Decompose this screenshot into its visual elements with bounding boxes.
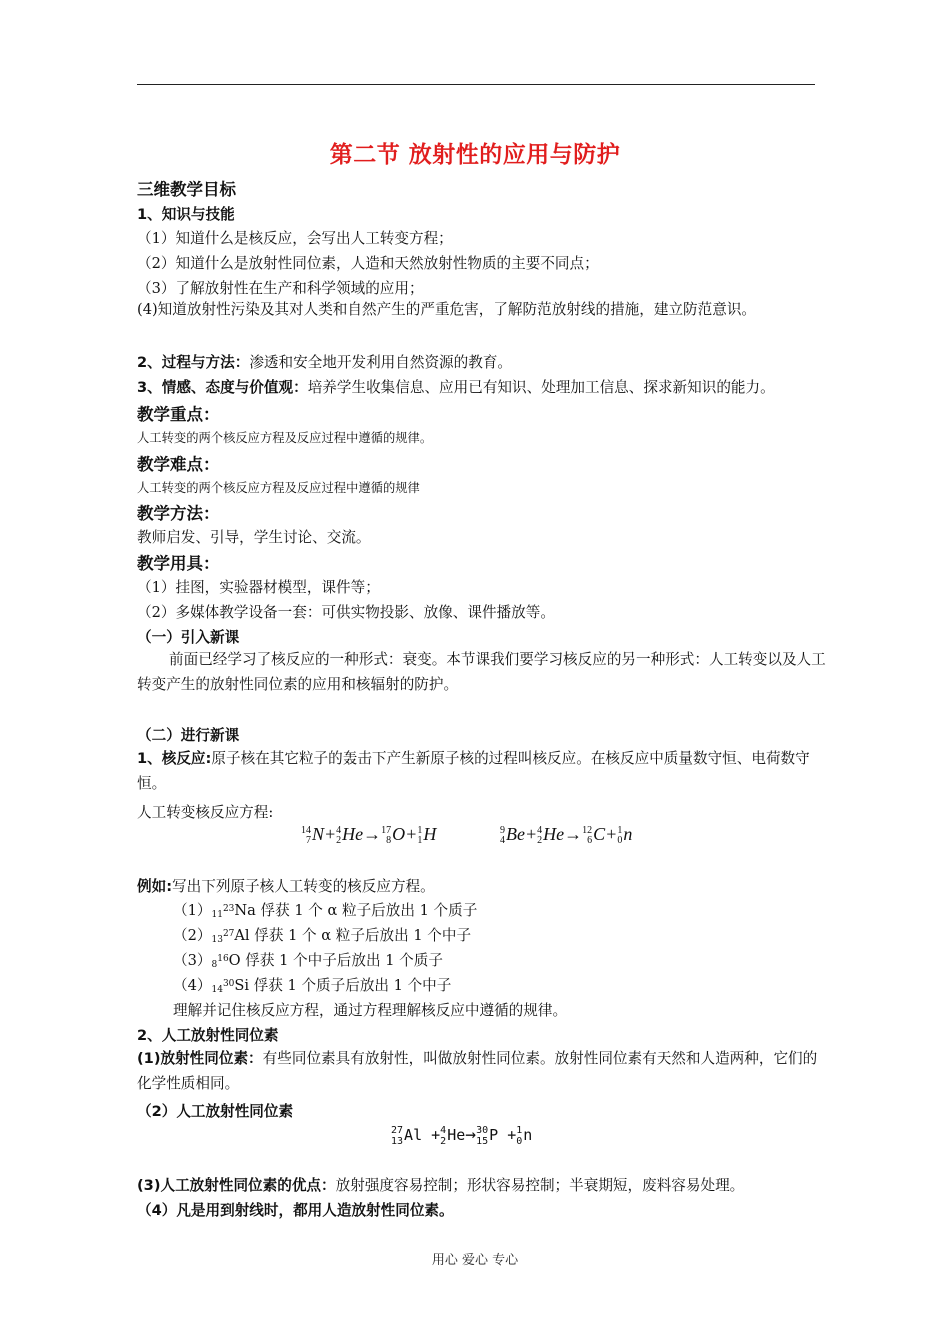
page-footer: 用心 爱心 专心 — [431, 1253, 519, 1268]
example-label: 例如: — [137, 878, 173, 895]
eq2-arrow: → — [564, 824, 583, 844]
isotope-heading: 2、人工放射性同位素 — [137, 1027, 279, 1044]
eq1-plus: + — [324, 824, 337, 844]
attitude-label: 3、情感、态度与价值观： — [137, 379, 308, 396]
tools-item-2: （2）多媒体教学设备一套：可供实物投影、放像、课件播放等。 — [137, 604, 555, 621]
example-item: $(2)13^{27}Al$ 俘获 1 个 α 粒子后放出 1 个中子 — [173, 927, 472, 945]
header-rule — [137, 84, 815, 85]
knowledge-heading: 1、知识与技能 — [137, 206, 235, 223]
example-line — [137, 875, 435, 896]
eq3-plus: + — [431, 1126, 441, 1144]
equation-3 — [391, 1124, 532, 1147]
isotope-3-text: 放射强度容易控制；形状容易控制；半衰期短，废料容易处理。 — [335, 1177, 745, 1194]
key-point-text: 人工转变的两个核反应方程及反应过程中遵循的规律。 — [137, 431, 433, 445]
knowledge-item-1: （1）知道什么是核反应，会写出人工转变方程； — [137, 230, 453, 247]
eq2-plus-2: + — [605, 824, 618, 844]
page-title: 第二节 放射性的应用与防护 — [329, 142, 621, 168]
method-heading: 教学方法： — [137, 504, 220, 523]
eq2-he-numbers: 4 2 — [537, 824, 543, 846]
equation-1 — [301, 824, 436, 846]
eq1-he-numbers: 4 2 — [336, 824, 342, 846]
isotope-1-text: 有些同位素具有放射性，叫做放射性同位素。放射性同位素有天然和人造两种，它们的化学性质相同。 — [137, 1050, 818, 1092]
knowledge-item-4: (4)知道放射性污染及其对人类和自然产生的严重危害，了解防范放射线的措施，建立防范意识。 — [137, 301, 757, 318]
eq3-al-numbers: 27 13 — [391, 1124, 404, 1147]
eq1-h: H — [423, 824, 437, 844]
equation-label: 人工转变核反应方程: — [137, 804, 274, 821]
tools-item-1: （1）挂图，实验器材模型，课件等； — [137, 579, 380, 596]
tools-heading: 教学用具： — [137, 554, 220, 573]
knowledge-item-3: （3）了解放射性在生产和科学领域的应用； — [137, 280, 424, 297]
reaction-text: 原子核在其它粒子的轰击下产生新原子核的过程叫核反应。在核反应中质量数守恒、电荷数守恒。 — [137, 750, 810, 792]
isotope-3-line — [137, 1174, 744, 1195]
reaction-paragraph — [137, 746, 827, 796]
eq2-he: He — [543, 824, 565, 844]
eq1-plus-2: + — [405, 824, 418, 844]
eq2-be-numbers: 9 4 — [500, 824, 505, 846]
key-point-heading: 教学重点： — [137, 405, 220, 424]
eq3-n-numbers: 1 0 — [516, 1124, 523, 1147]
difficulty-heading: 教学难点： — [137, 455, 220, 474]
eq1-n-numbers: 14 7 — [301, 824, 311, 846]
method-text: 教师启发、引导，学生讨论、交流。 — [137, 529, 371, 546]
process-text: 渗透和安全地开发利用自然资源的教育。 — [249, 354, 513, 371]
eq2-plus: + — [524, 824, 538, 844]
reaction-label: 1、核反应: — [137, 750, 212, 767]
example-item: $(1)11^{23}Na$ 俘获 1 个 α 粒子后放出 1 个质子 — [173, 902, 478, 920]
process-label: 2、过程与方法： — [137, 354, 250, 371]
eq3-n: n — [523, 1126, 533, 1144]
eq2-n: n — [623, 824, 633, 844]
lesson-heading: （二）进行新课 — [137, 727, 240, 744]
eq3-al: Al — [404, 1126, 423, 1144]
example-item: $(3)8^{16}O$ 俘获 1 个中子后放出 1 个质子 — [173, 952, 443, 970]
isotope-paragraph-1 — [137, 1046, 827, 1096]
eq2-be: Be — [506, 824, 525, 844]
attitude-text: 培养学生收集信息、应用已有知识、处理加工信息、探求新知识的能力。 — [307, 379, 775, 396]
eq1-h-numbers: 1 1 — [417, 824, 423, 846]
summary-text: 理解并记住核反应方程，通过方程理解核反应中遵循的规律。 — [173, 1002, 568, 1019]
knowledge-item-2: （2）知道什么是放射性同位素，人造和天然放射性物质的主要不同点； — [137, 255, 599, 272]
objectives-heading: 三维教学目标 — [137, 180, 236, 199]
equation-2 — [500, 824, 632, 846]
difficulty-text: 人工转变的两个核反应方程及反应过程中遵循的规律 — [137, 481, 420, 495]
eq2-c-numbers: 12 6 — [582, 824, 593, 846]
isotope-3-label: (3)人工放射性同位素的优点： — [137, 1177, 336, 1194]
attitude-line — [137, 376, 775, 397]
eq3-he-numbers: 4 2 — [440, 1124, 447, 1147]
eq1-o: O — [392, 824, 406, 844]
isotope-4-text: （4）凡是用到射线时，都用人造放射性同位素。 — [137, 1202, 454, 1219]
intro-heading: （一）引入新课 — [137, 629, 240, 646]
isotope-2-heading: （2）人工放射性同位素 — [137, 1103, 294, 1120]
eq1-n: N — [312, 824, 325, 844]
intro-text: 前面已经学习了核反应的一种形式：衰变。本节课我们要学习核反应的另一种形式：人工转变以及人工转变产生的放射性同位素的应用和核辐射的防护。 — [137, 651, 826, 693]
eq3-arrow: → — [465, 1124, 477, 1145]
process-line — [137, 351, 512, 372]
eq2-c: C — [593, 824, 606, 844]
eq1-arrow: → — [363, 824, 382, 844]
eq2-n-numbers: 1 0 — [617, 824, 623, 846]
example-text: 写出下列原子核人工转变的核反应方程。 — [172, 878, 435, 895]
eq3-p: P — [489, 1126, 499, 1144]
eq1-he: He — [342, 824, 364, 844]
eq3-p-numbers: 30 15 — [476, 1124, 489, 1147]
isotope-1-label: (1)放射性同位素： — [137, 1050, 263, 1067]
eq1-o-numbers: 17 8 — [381, 824, 392, 846]
example-item: $(4)14^{30}Si$ 俘获 1 个质子后放出 1 个中子 — [173, 977, 452, 995]
eq3-plus-2: + — [507, 1126, 517, 1144]
eq3-he: He — [447, 1126, 466, 1144]
